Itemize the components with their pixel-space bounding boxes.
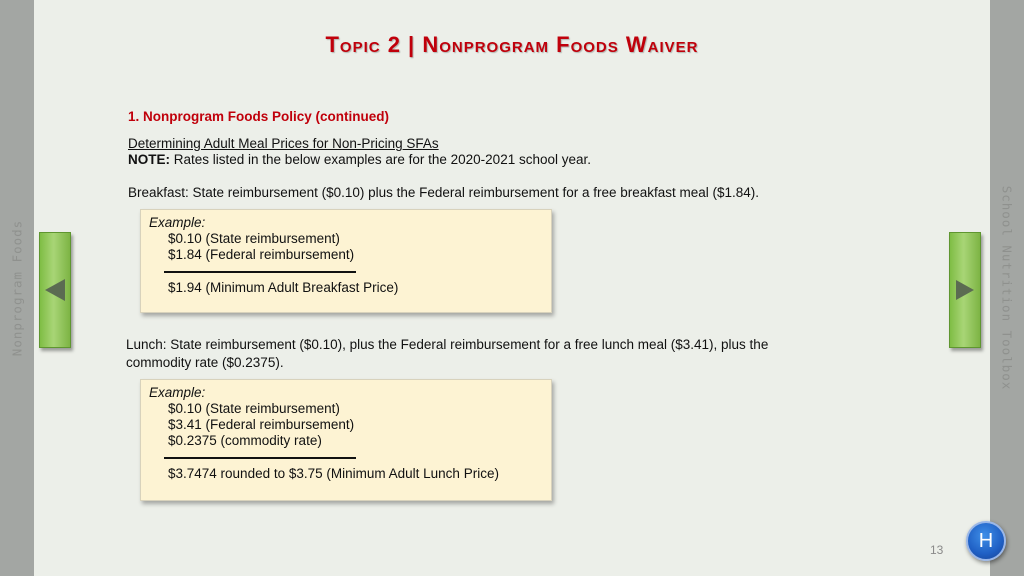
- example-line: $1.84 (Federal reimbursement): [168, 247, 355, 262]
- example-label: Example:: [149, 215, 206, 230]
- home-button[interactable]: [966, 521, 1006, 561]
- example-line: $0.10 (State reimbursement): [168, 401, 340, 416]
- triangle-right-icon: [956, 280, 974, 300]
- next-slide-button[interactable]: [949, 232, 981, 348]
- breakfast-example-box: [140, 209, 552, 313]
- previous-slide-button[interactable]: [39, 232, 71, 348]
- triangle-left-icon: [45, 279, 65, 301]
- sum-divider: [164, 271, 356, 273]
- lunch-description-line-1: Lunch: State reimbursement ($0.10), plus the Federal reimbursement for a free lunch meal ($3.41), plus the: [126, 337, 769, 352]
- lunch-description-line-2: commodity rate ($0.2375).: [126, 355, 284, 370]
- home-button-label: H: [978, 529, 994, 552]
- slide-title: Topic 2 | Nonprogram Foods Waiver: [325, 32, 699, 57]
- left-vertical-label: Nonprogram Foods: [9, 219, 25, 357]
- example-label: Example:: [149, 385, 206, 400]
- example-line: $0.10 (State reimbursement): [168, 231, 340, 246]
- lunch-example-box: [140, 379, 552, 501]
- page-number: 13: [930, 543, 944, 557]
- right-vertical-label: School Nutrition Toolbox: [999, 185, 1015, 391]
- section-heading: 1. Nonprogram Foods Policy (continued): [128, 109, 390, 124]
- example-result: $3.7474 rounded to $3.75 (Minimum Adult Lunch Price): [168, 466, 499, 481]
- example-result: $1.94 (Minimum Adult Breakfast Price): [168, 280, 399, 295]
- note-text: Rates listed in the below examples are for the 2020-2021 school year.: [170, 152, 591, 167]
- note-label: NOTE:: [128, 152, 170, 167]
- note-line: [128, 152, 591, 167]
- subheading: Determining Adult Meal Prices for Non-Pricing SFAs: [128, 136, 439, 151]
- breakfast-description: Breakfast: State reimbursement ($0.10) plus the Federal reimbursement for a free breakfast meal ($1.84).: [128, 185, 760, 200]
- example-line: $3.41 (Federal reimbursement): [168, 417, 355, 432]
- sum-divider: [164, 457, 356, 459]
- example-line: $0.2375 (commodity rate): [168, 433, 322, 448]
